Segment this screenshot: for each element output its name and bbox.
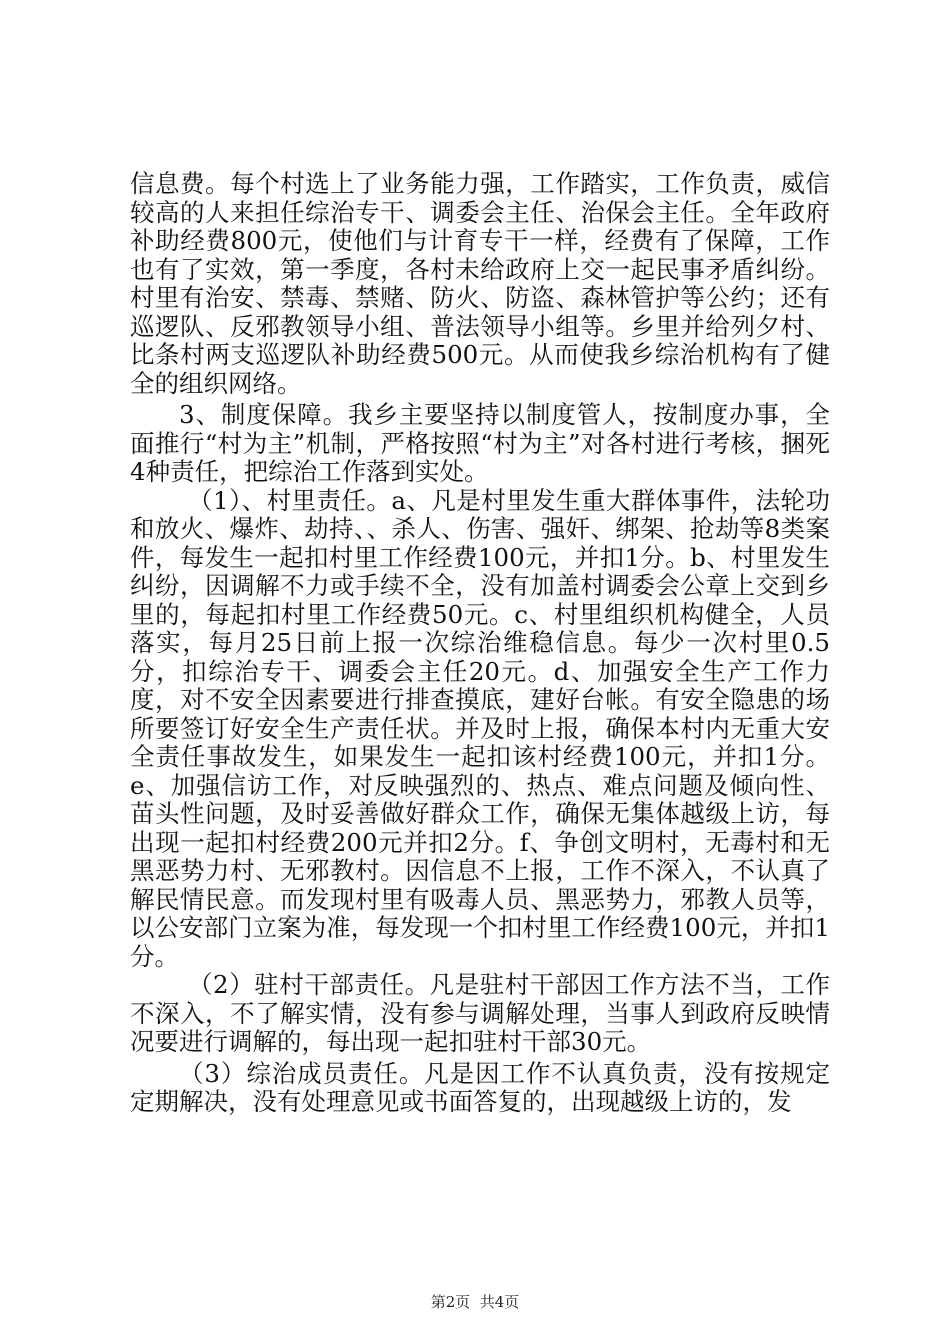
document-page: [130, 170, 830, 1117]
paragraph-village-responsibility: （1）、村里责任。a、凡是村里发生重大群体事件，法轮功和放火、爆炸、劫持、、杀人、伤害、强奸、绑架、抢劫等8类案件，每发生一起扣村里工作经费100元，并扣1分。b、村里发生纠纷，因调解不力或手续不全，没有加盖村调委会公章上交到乡里的，每起扣村里工作经费50元。c、村里组织机构健全，人员落实，每月25日前上报一次综治维稳信息。每少一次村里0.5分，扣综治专干、调委会主任20元。d、加强安全生产工作力度，对不安全因素要进行排查摸底，建好台帐。有安全隐患的场所要签订好安全生产责任状。并及时上报，确保本村内无重大安全责任事故发生，如果发生一起扣该村经费100元，并扣1分。e、加强信访工作，对反映强烈的、热点、难点问题及倾向性、苗头性问题，及时妥善做好群众工作，确保无集体越级上访，每出现一起扣村经费200元并扣2分。f、争创文明村，无毒村和无黑恶势力村、无邪教村。因信息不上报，工作不深入，不认真了解民情民意。而发现村里有吸毒人员、黑恶势力，邪教人员等，以公安部门立案为准，每发现一个扣村里工作经费100元，并扣1分。: [130, 485, 831, 971]
paragraph-continuation: 信息费。每个村选上了业务能力强，工作踏实，工作负责，威信较高的人来担任综治专干、调委会主任、治保会主任。全年政府补助经费800元，使他们与计育专干一样，经费有了保障，工作也有了实效，第一季度，各村未给政府上交一起民事矛盾纠纷。村里有治安、禁毒、禁赌、防火、防盗、森林管护等公约；还有巡逻队、反邪教领导小组、普法领导小组等。乡里并给列夕村、比条村两支巡逻队补助经费500元。从而使我乡综治机构有了健全的组织网络。: [130, 169, 830, 398]
paragraph-cadre-responsibility: （2）驻村干部责任。凡是驻村干部因工作方法不当，工作不深入，不了解实情，没有参与调解处理，当事人到政府反映情况要进行调解的，每出现一起扣驻村干部30元。: [130, 970, 830, 1056]
paragraph-system-guarantee: 3、制度保障。我乡主要坚持以制度管人，按制度办事，全面推行“村为主”机制，严格按照“村为主”对各村进行考核，捆死4种责任，把综治工作落到实处。: [130, 400, 830, 486]
paragraph-member-responsibility: （3）综治成员责任。凡是因工作不认真负责，没有按规定定期解决，没有处理意见或书面答复的，出现越级上访的，发: [130, 1058, 830, 1116]
page-footer: 第2页 共4页: [430, 1293, 520, 1311]
